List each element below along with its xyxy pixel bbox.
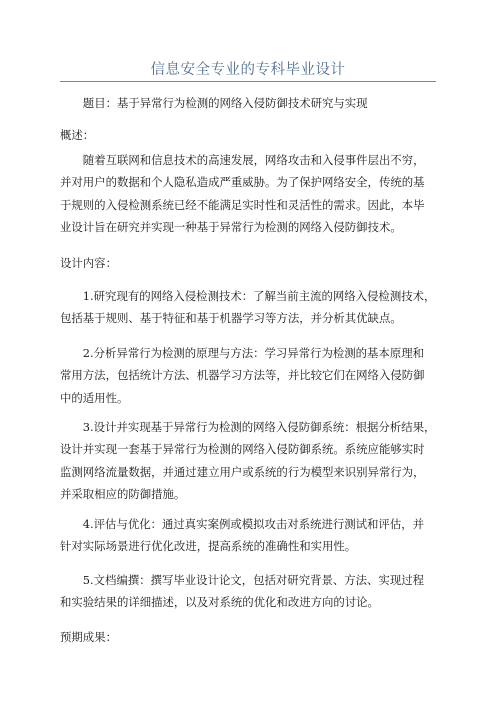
design-item-5 xyxy=(60,569,440,614)
design-item-line: 1.研究现有的网络入侵检测技术：了解当前主流的网络入侵检测技术， xyxy=(82,289,436,303)
title-rule xyxy=(60,81,436,82)
results-heading: 预期成果： xyxy=(60,630,117,644)
page-title: 信息安全专业的专科毕业设计 xyxy=(150,62,346,78)
design-item-line: 常用方法，包括统计方法、机器学习方法等，并比较它们在网络入侵防御 xyxy=(60,368,425,383)
design-item-line: 3.设计并实现基于异常行为检测的网络入侵防御系统：根据分析结果， xyxy=(82,420,436,434)
overview-line: 业设计旨在研究并实现一种基于异常行为检测的网络入侵防御技术。 xyxy=(60,219,402,234)
design-item-line: 和实验结果的详细描述，以及对系统的优化和改进方向的讨论。 xyxy=(60,595,379,610)
design-item-line: 针对实际场景进行优化改进，提高系统的准确性和实用性。 xyxy=(60,539,357,554)
overview-paragraph xyxy=(60,149,440,238)
design-item-line: 并采取相应的防御措施。 xyxy=(60,486,186,501)
design-item-line: 包括基于规则、基于特征和基于机器学习等方法，并分析其优缺点。 xyxy=(60,311,402,326)
design-item-1 xyxy=(60,285,440,330)
overview-line: 于规则的入侵检测系统已经不能满足实时性和灵活性的需求。因此，本毕 xyxy=(60,197,425,212)
overview-line: 并对用户的数据和个人隐私造成严重威胁。为了保护网络安全，传统的基 xyxy=(60,175,425,190)
design-heading: 设计内容： xyxy=(60,256,117,270)
design-item-line: 4.评估与优化：通过真实案例或模拟攻击对系统进行测试和评估，并 xyxy=(82,517,424,531)
design-item-line: 2.分析异常行为检测的原理与方法：学习异常行为检测的基本原理和 xyxy=(82,346,424,360)
design-item-line: 监测网络流量数据，并通过建立用户或系统的行为模型来识别异常行为， xyxy=(60,464,425,479)
design-item-3 xyxy=(60,416,440,505)
topic-line: 题目：基于异常行为检测的网络入侵防御技术研究与实现 xyxy=(82,96,368,110)
overview-line: 随着互联网和信息技术的高速发展，网络攻击和入侵事件层出不穷， xyxy=(82,153,425,167)
design-item-line: 中的适用性。 xyxy=(60,390,129,405)
design-item-4 xyxy=(60,513,440,558)
design-item-line: 5.文档编撰：撰写毕业设计论文，包括对研究背景、方法、实现过程 xyxy=(82,573,424,587)
design-item-line: 设计并实现一套基于异常行为检测的网络入侵防御系统。系统应能够实时 xyxy=(60,442,425,457)
design-item-2 xyxy=(60,342,440,409)
overview-heading: 概述： xyxy=(60,128,95,142)
